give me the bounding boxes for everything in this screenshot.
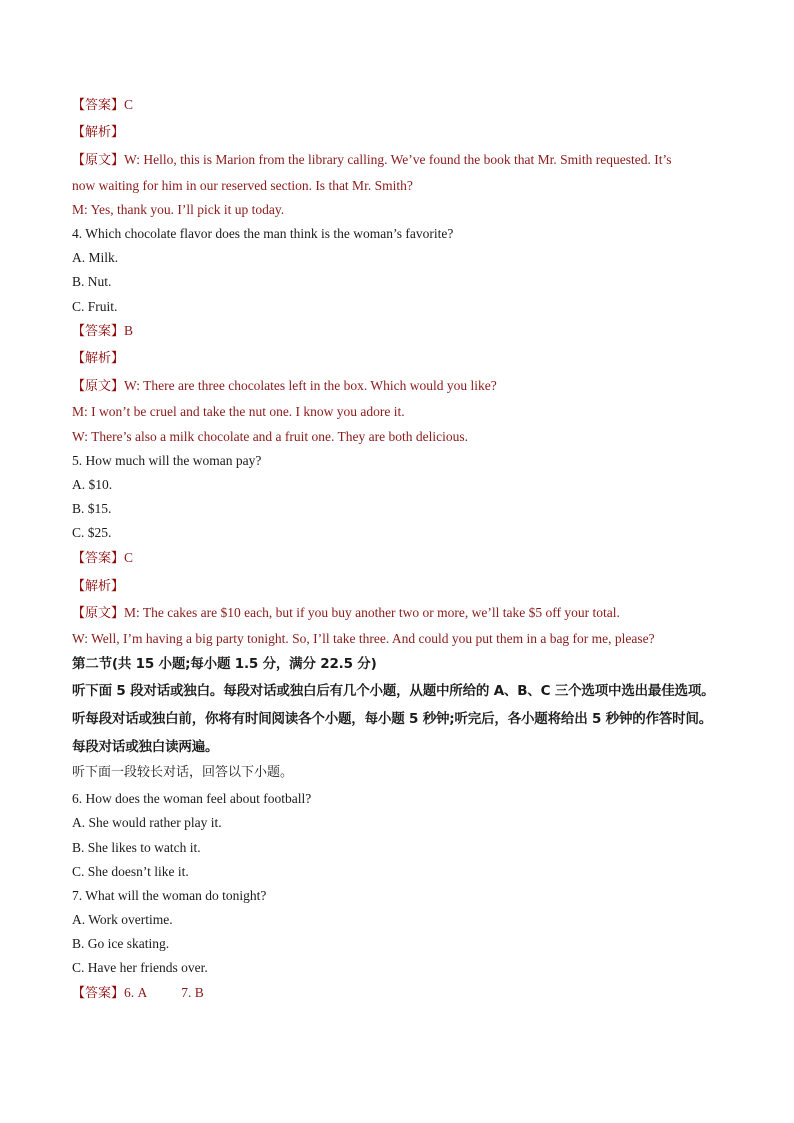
analysis-label-q4: 【解析】 xyxy=(72,351,125,366)
option-q7-c: C. Have her friends over. xyxy=(72,960,208,975)
analysis-label-q5: 【解析】 xyxy=(72,579,125,594)
answer-label: 【答案】 xyxy=(72,98,125,113)
answer-line-q4 xyxy=(72,322,133,341)
answer-value: B xyxy=(124,323,134,338)
section-prompt: 听下面一段较长对话，回答以下小题。 xyxy=(72,765,294,780)
option-q6-a: A. She would rather play it. xyxy=(72,815,222,830)
option-q4-a: A. Milk. xyxy=(72,250,119,265)
original-label: 【原文】 xyxy=(72,379,125,394)
option-q4-c: C. Fruit. xyxy=(72,299,118,314)
answer-line-q3 xyxy=(72,96,133,115)
section-instruction: 听每段对话或独白前，你将有时间阅读各个小题，每小题 5 秒钟;听完后，各小题将给出 5 秒钟的作答时间。 xyxy=(72,711,713,727)
option-q7-b: B. Go ice skating. xyxy=(72,936,170,951)
transcript-line: M: I won’t be cruel and take the nut one. I know you adore it. xyxy=(72,404,405,419)
transcript-line: 【原文】W: There are three chocolates left in the box. Which would you like? xyxy=(72,378,497,394)
section-instruction: 每段对话或独白读两遍。 xyxy=(72,739,219,755)
answer-value: C xyxy=(124,550,134,565)
transcript-line: 【原文】W: Hello, this is Marion from the library calling. We’ve found the book that Mr. Smith requested. It’s xyxy=(72,152,672,168)
question-q7: 7. What will the woman do tonight? xyxy=(72,888,267,903)
question-q4: 4. Which chocolate flavor does the man think is the woman’s favorite? xyxy=(72,226,454,241)
option-q5-c: C. $25. xyxy=(72,525,112,540)
transcript-line: M: Yes, thank you. I’ll pick it up today. xyxy=(72,202,285,217)
original-label: 【原文】 xyxy=(72,153,125,168)
option-q6-c: C. She doesn’t like it. xyxy=(72,864,189,879)
option-q5-b: B. $15. xyxy=(72,501,112,516)
question-q6: 6. How does the woman feel about football? xyxy=(72,791,312,806)
original-label: 【原文】 xyxy=(72,606,125,621)
option-q6-b: B. She likes to watch it. xyxy=(72,840,201,855)
option-q7-a: A. Work overtime. xyxy=(72,912,173,927)
question-q5: 5. How much will the woman pay? xyxy=(72,453,262,468)
transcript-line: W: There’s also a milk chocolate and a fruit one. They are both delicious. xyxy=(72,429,468,444)
answer-line-q6-q7 xyxy=(72,984,204,1003)
analysis-label-q3: 【解析】 xyxy=(72,125,125,140)
answer-value: 6. A xyxy=(124,985,148,1000)
option-q4-b: B. Nut. xyxy=(72,274,112,289)
section-instruction: 听下面 5 段对话或独白。每段对话或独白后有几个小题，从题中所给的 A、B、C 三个选项中选出最佳选项。 xyxy=(72,683,715,699)
answer-value: 7. B xyxy=(181,985,204,1000)
answer-label: 【答案】 xyxy=(72,986,125,1001)
transcript-line: now waiting for him in our reserved section. Is that Mr. Smith? xyxy=(72,178,413,193)
answer-label: 【答案】 xyxy=(72,551,125,566)
answer-value: C xyxy=(124,97,134,112)
answer-line-q5 xyxy=(72,549,133,568)
transcript-line: 【原文】M: The cakes are $10 each, but if you buy another two or more, we’ll take $5 off your total. xyxy=(72,605,620,621)
section-heading: 第二节(共 15 小题;每小题 1.5 分，满分 22.5 分) xyxy=(72,656,377,672)
answer-label: 【答案】 xyxy=(72,324,125,339)
option-q5-a: A. $10. xyxy=(72,477,113,492)
transcript-line: W: Well, I’m having a big party tonight. So, I’ll take three. And could you put them in a bag for me, please? xyxy=(72,631,655,646)
